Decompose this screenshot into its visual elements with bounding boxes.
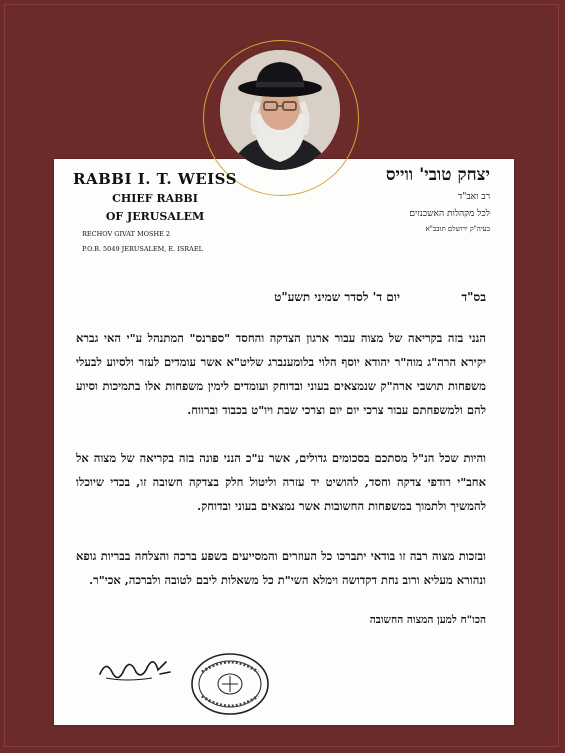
letterhead-address-line1: RECHOV GIVAT MOSHE 2 <box>82 230 171 238</box>
rabbi-portrait-photo <box>220 50 340 170</box>
letterhead-name-en: RABBI I. T. WEISS <box>73 170 237 188</box>
letterhead-name-he: יצחק טובי' ווייס <box>385 165 490 185</box>
letterhead-title-line1: CHIEF RABBI <box>112 192 198 205</box>
handwritten-signature <box>96 650 174 686</box>
rabbinical-stamp-seal <box>188 650 272 718</box>
closing-line: הכו"ח למען המצוה החשובה <box>369 614 486 626</box>
bsd-mark: בס"ד <box>461 290 486 304</box>
body-paragraph-3: ובזכות מצוה רבה זו בודאי יתברכו כל העוזרים והמסייעים בשפע ברכה והצלחה בבריות גופא ונהורא מעליא ורוב נחת דקדושה וימלא השי"ת כל משאלות ליבם לטובה ולברכה, אכי"ר. <box>76 549 486 587</box>
body-paragraph-1: הנני בזה בקריאה של מצוה עבור ארגון הצדקה והחסד "ספרנס" המתנהל ע"י האי גברא יקירא הרה"ג מוה"ר יהודא יוסף הלוי בלומענברג שליט"א אשר עומדים לעזר ולסיוע לבעלי משפחות תושבי ארה"ק שנמצאים בעוני ובדוחק ועומדים לימין משפחות אלו בתמיכות וסיוע להם ולמשפחתם עבור צרכי יום יום וצרכי שבת ויו"ט בכבוד וברווח. <box>76 331 486 417</box>
letterhead-line3-he: בעיה"ק ירושלם תובב"א <box>425 225 490 233</box>
letterhead-hebrew <box>330 165 490 233</box>
letterhead-address-line2: P.O.B. 5049 JERUSALEM, E. ISRAEL <box>82 245 203 253</box>
letterhead-english <box>70 170 240 254</box>
body-paragraph-2: והיות שכל הנ"ל מסתכם בסכומים גדולים, אשר ע"כ הנני פונה בזה בקריאה של מצוה אל אחב"י רודפי צדקה וחסד, להושיט יד עזרה וליטול חלק בצדקה חשובה זו, בכדי שיוכלו להמשיך ולתמוך במשפחות החשובות אשר נמצאים בעוני ובדוחק. <box>76 451 486 513</box>
letterhead-title-line2: OF JERUSALEM <box>105 210 205 223</box>
letter-date: יום ד' לסדר שמיני תשע"ט <box>274 290 400 304</box>
letterhead-line2-he: לכל מקהלות האשכנזים <box>409 209 490 219</box>
portrait-illustration <box>220 50 340 170</box>
letterhead-title-he: רב ואב"ד <box>457 192 490 202</box>
